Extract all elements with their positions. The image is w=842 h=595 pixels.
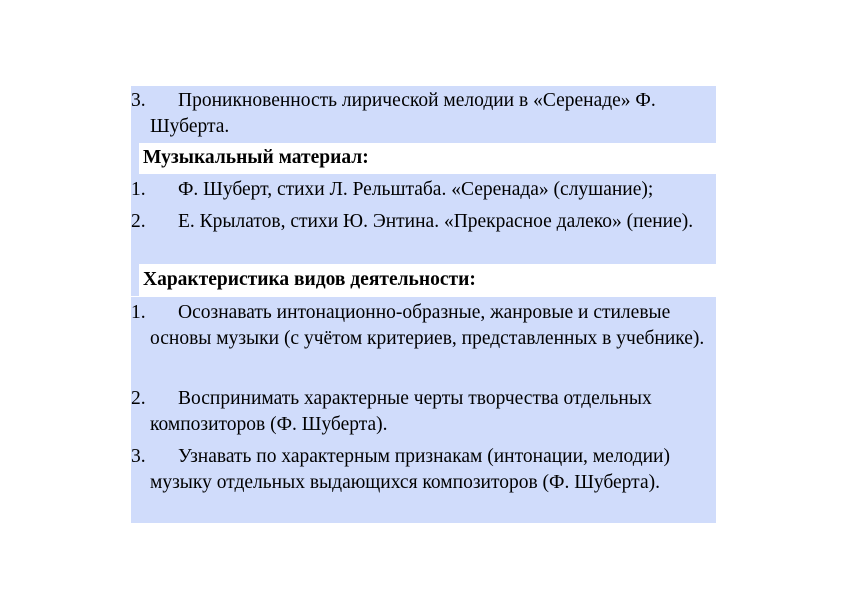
list-item-number: 1.: [131, 302, 146, 323]
heading-highlight-bar: [131, 264, 139, 296]
music-item-1: [131, 174, 716, 206]
list-item-text: Осознавать интонационно-образные, жанровые и стилевые основы музыки (с учётом критериев, представленных в учебнике).: [150, 302, 705, 349]
music-material-heading-label: Музыкальный материал:: [143, 147, 369, 168]
activity-item-2: [131, 383, 716, 441]
list-item-number: 3.: [131, 446, 146, 467]
list-item-text: Е. Крылатов, стихи Ю. Энтина. «Прекрасное далеко» (пение).: [178, 211, 694, 232]
activity-characteristics-heading: [131, 264, 551, 296]
music-material-heading: [131, 142, 431, 174]
list-item-text: Воспринимать характерные черты творчества отдельных композиторов (Ф. Шуберта).: [150, 388, 652, 435]
list-item-number: 3.: [131, 90, 146, 111]
activity-characteristics-heading-label: Характеристика видов деятельности:: [143, 269, 476, 290]
list-item-number: 2.: [131, 211, 146, 232]
list-item-top-3: [131, 86, 716, 143]
list-item-number: 2.: [131, 388, 146, 409]
list-item-text: Ф. Шуберт, стихи Л. Рельштаба. «Серенада» (слушание);: [178, 179, 654, 200]
list-item-number: 1.: [131, 179, 146, 200]
music-item-2: [131, 206, 716, 264]
list-item-text: Узнавать по характерным признакам (интонации, мелодии) музыку отдельных выдающихся композиторов (Ф. Шуберта).: [150, 446, 670, 493]
heading-highlight-bar: [131, 142, 139, 174]
activity-item-3: [131, 441, 716, 523]
list-item-text: Проникновенность лирической мелодии в «Серенаде» Ф. Шуберта.: [150, 90, 656, 137]
activity-item-1: [131, 297, 716, 383]
